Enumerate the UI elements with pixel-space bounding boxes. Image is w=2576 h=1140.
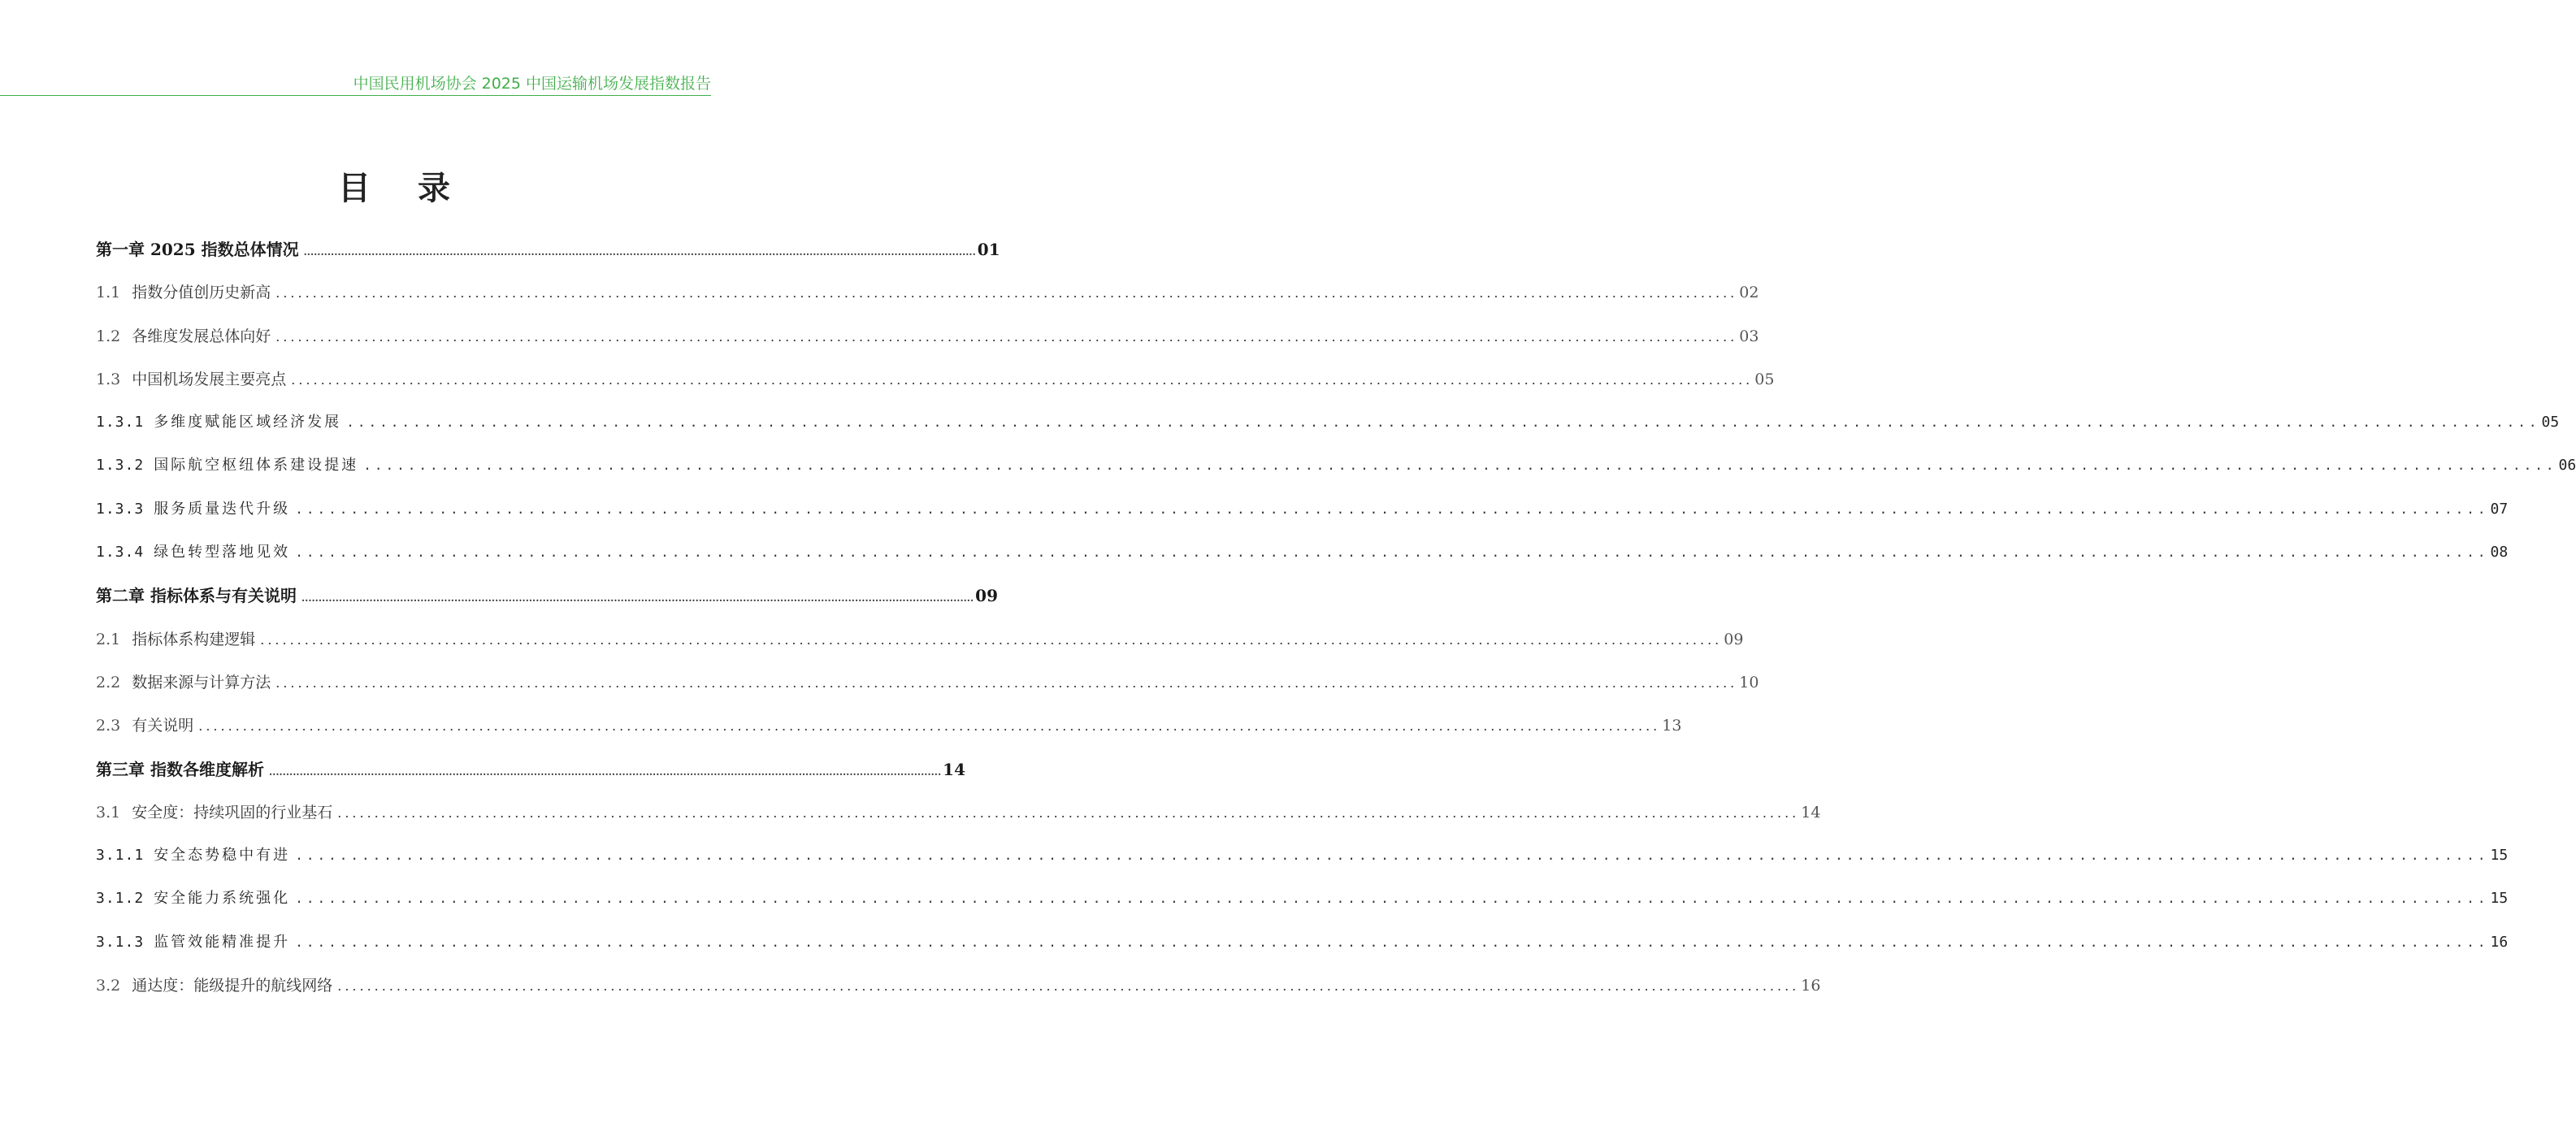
toc-entry-label <box>96 753 264 786</box>
toc-entry-label <box>96 796 332 829</box>
toc-entry-title: 第一章 2025 指数总体情况 <box>96 240 299 259</box>
toc-entry-title: 安全度：持续巩固的行业基石 <box>132 803 333 821</box>
toc-entry-section[interactable] <box>96 969 1821 1012</box>
toc-entry-section[interactable] <box>96 320 1759 363</box>
toc-entry-page: 13 <box>1662 717 1682 735</box>
toc-entry-title: 各维度发展总体向好 <box>132 327 271 345</box>
toc-entry-page: 09 <box>1724 630 1744 648</box>
table-of-contents <box>96 233 2576 1012</box>
toc-entry-page: 14 <box>1801 803 1821 821</box>
toc-entry-chapter[interactable] <box>96 579 999 622</box>
dot-leader: ...................................................................................................................................................................................................... <box>295 891 2489 907</box>
dot-leader: ...................................................................................................................................................................................................... <box>295 501 2489 517</box>
toc-entry-page: 15 <box>2490 847 2509 865</box>
toc-entry-section[interactable] <box>96 363 1775 406</box>
toc-entry-page: 02 <box>1739 284 1759 302</box>
toc-entry-label <box>96 233 299 266</box>
toc-entry-number: 2.1 <box>96 630 121 648</box>
toc-entry-number: 1.3.2 <box>96 457 145 475</box>
dot-leader: ...................................................................................................................................................................................................... <box>198 718 1661 735</box>
toc-entry-number: 3.1.2 <box>96 890 145 908</box>
dot-leader: ...................................................................................................................................................................................................... <box>260 631 1723 648</box>
toc-entry-number: 1.2 <box>96 327 121 345</box>
toc-entry-title: 安全态势稳中有进 <box>154 847 291 865</box>
toc-entry-sub[interactable] <box>96 406 2560 449</box>
toc-entry-title: 安全能力系统强化 <box>154 890 291 908</box>
toc-entry-page: 07 <box>2490 500 2509 518</box>
toc-entry-number: 1.3 <box>96 370 121 388</box>
toc-entry-title: 指数分值创历史新高 <box>132 284 271 302</box>
toc-entry-label <box>96 406 341 439</box>
dot-leader: ...................................................................................................................................................................................................... <box>295 934 2489 950</box>
toc-entry-number: 2.3 <box>96 717 121 735</box>
toc-entry-label <box>96 969 332 1002</box>
toc-entry-number: 1.3.1 <box>96 414 145 431</box>
dot-leader: ...................................................................................................................................................................................................... <box>303 246 976 258</box>
dot-leader: ...................................................................................................................................................................................................... <box>346 414 2540 431</box>
toc-entry-section[interactable] <box>96 623 1744 666</box>
toc-entry-page: 15 <box>2490 890 2509 908</box>
toc-entry-number: 3.1.1 <box>96 847 145 865</box>
toc-entry-label <box>96 709 193 742</box>
toc-entry-label <box>96 320 271 353</box>
toc-entry-page: 10 <box>1739 673 1759 691</box>
toc-entry-sub[interactable] <box>96 882 2509 925</box>
toc-entry-title: 有关说明 <box>132 717 194 735</box>
toc-entry-label <box>96 536 290 569</box>
dot-leader: ...................................................................................................................................................................................................... <box>275 285 1738 301</box>
toc-entry-sub[interactable] <box>96 839 2509 882</box>
toc-entry-section[interactable] <box>96 276 1759 319</box>
toc-entry-title: 国际航空枢纽体系建设提速 <box>154 457 359 475</box>
toc-title: 目 录 <box>338 169 468 207</box>
dot-leader: ...................................................................................................................................................................................................... <box>337 978 1800 995</box>
dot-leader: ...................................................................................................................................................................................................... <box>363 457 2557 474</box>
toc-entry-section[interactable] <box>96 709 1682 752</box>
toc-entry-number: 1.1 <box>96 284 121 302</box>
dot-leader: ...................................................................................................................................................................................................... <box>275 328 1738 345</box>
toc-entry-section[interactable] <box>96 796 1821 839</box>
toc-entry-title: 监管效能精准提升 <box>154 933 291 951</box>
toc-entry-title: 通达度：能级提升的航线网络 <box>132 977 333 995</box>
dot-leader: ...................................................................................................................................................................................................... <box>291 371 1754 388</box>
toc-entry-page: 05 <box>1754 370 1775 388</box>
toc-entry-label <box>96 449 358 482</box>
toc-entry-chapter[interactable] <box>96 753 966 796</box>
toc-entry-label <box>96 493 290 526</box>
toc-entry-title: 第三章 指数各维度解析 <box>96 759 264 779</box>
toc-entry-number: 3.1 <box>96 803 121 821</box>
toc-entry-number: 3.2 <box>96 977 121 995</box>
toc-entry-sub[interactable] <box>96 449 2576 492</box>
dot-leader: ...................................................................................................................................................................................................... <box>295 847 2489 864</box>
toc-entry-title: 服务质量迭代升级 <box>154 500 291 518</box>
dot-leader: ...................................................................................................................................................................................................... <box>268 765 942 778</box>
toc-entry-page: 06 <box>2558 457 2576 475</box>
toc-entry-page: 08 <box>2490 544 2509 561</box>
toc-entry-page: 14 <box>943 759 966 779</box>
toc-entry-label <box>96 623 255 656</box>
toc-entry-page: 01 <box>977 240 1000 259</box>
toc-entry-number: 1.3.4 <box>96 544 145 561</box>
dot-leader: ...................................................................................................................................................................................................... <box>275 674 1738 691</box>
toc-entry-page: 16 <box>1801 977 1821 995</box>
toc-entry-number: 2.2 <box>96 673 121 691</box>
toc-entry-title: 第二章 指标体系与有关说明 <box>96 586 297 606</box>
toc-entry-label <box>96 926 290 959</box>
dot-leader: ...................................................................................................................................................................................................... <box>295 544 2489 561</box>
toc-entry-title: 多维度赋能区域经济发展 <box>154 414 342 431</box>
toc-entry-label <box>96 839 290 872</box>
header-rule <box>0 95 711 96</box>
toc-entry-page: 09 <box>975 586 999 606</box>
toc-entry-label <box>96 882 290 915</box>
toc-entry-sub[interactable] <box>96 536 2509 579</box>
toc-entry-label <box>96 666 271 699</box>
toc-entry-label <box>96 579 297 612</box>
toc-entry-title: 中国机场发展主要亮点 <box>132 370 287 388</box>
dot-leader: ...................................................................................................................................................................................................... <box>337 804 1800 821</box>
running-header: 中国民用机场协会 2025 中国运输机场发展指数报告 <box>353 75 711 93</box>
toc-entry-page: 05 <box>2541 414 2560 431</box>
toc-entry-label <box>96 363 286 396</box>
toc-entry-number: 3.1.3 <box>96 933 145 951</box>
toc-entry-sub[interactable] <box>96 926 2509 969</box>
toc-entry-title: 绿色转型落地见效 <box>154 544 291 561</box>
toc-entry-chapter[interactable] <box>96 233 1000 276</box>
toc-entry-title: 数据来源与计算方法 <box>132 673 271 691</box>
toc-entry-title: 指标体系构建逻辑 <box>132 630 256 648</box>
toc-entry-number: 1.3.3 <box>96 500 145 518</box>
toc-entry-section[interactable] <box>96 666 1759 709</box>
toc-entry-label <box>96 276 271 309</box>
dot-leader: ...................................................................................................................................................................................................... <box>301 592 974 605</box>
toc-entry-sub[interactable] <box>96 493 2509 536</box>
toc-entry-page: 16 <box>2490 933 2509 951</box>
toc-entry-page: 03 <box>1739 327 1759 345</box>
